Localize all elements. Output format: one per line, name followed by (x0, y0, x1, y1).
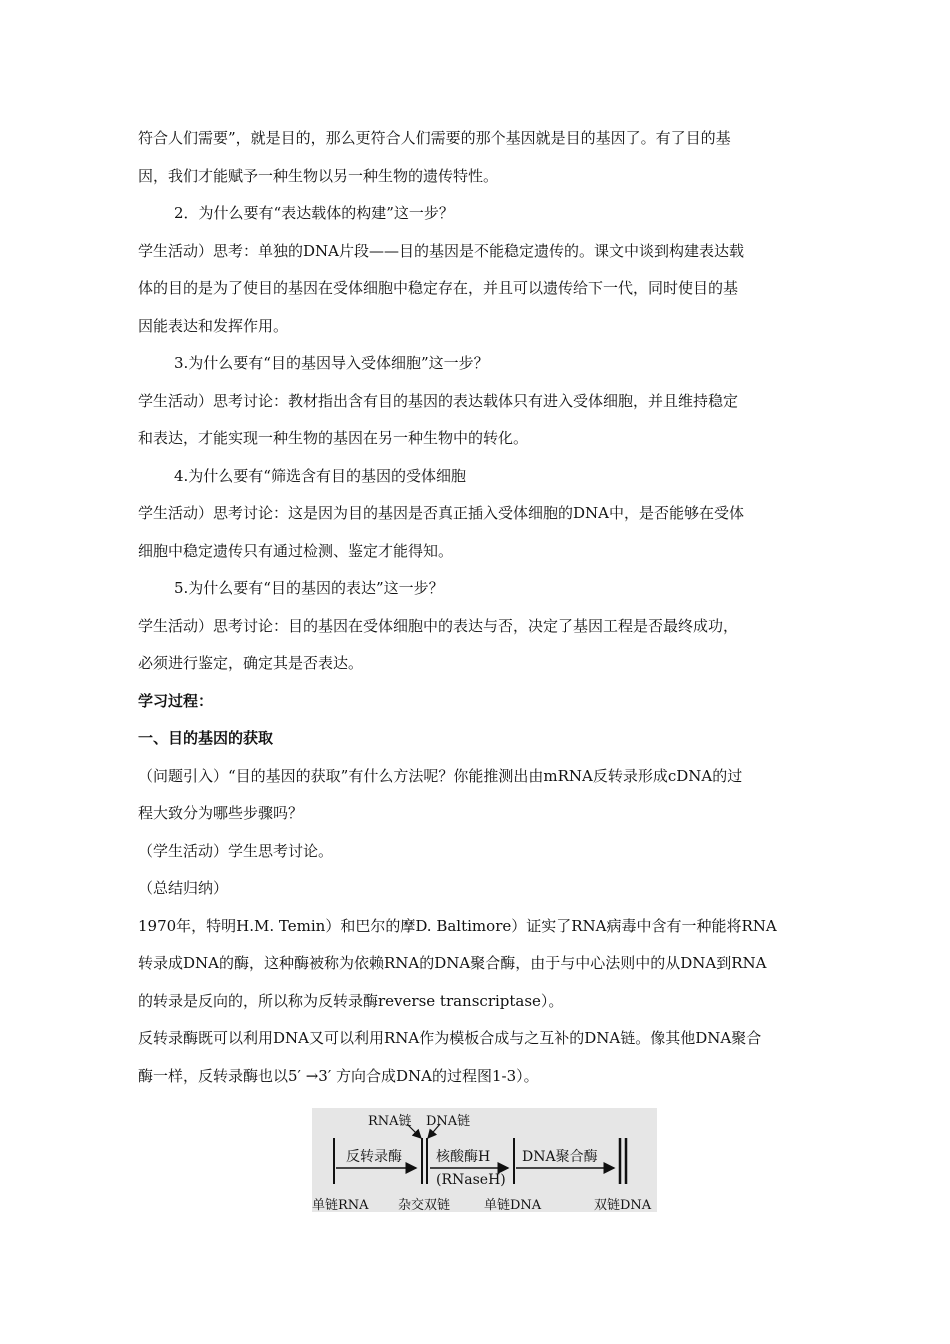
text-line: 体的目的是为了使目的基因在受体细胞中稳定存在，并且可以遗传给下一代，同时使目的基 (138, 279, 739, 297)
text-line: 程大致分为哪些步骤吗？ (138, 804, 304, 822)
text-line: 反转录酶既可以利用DNA又可以利用RNA作为模板合成与之互补的DNA链。像其他DNA聚合 (138, 1029, 762, 1047)
text-line: 学生活动）思考讨论：教材指出含有目的基因的表达载体只有进入受体细胞，并且维持稳定 (138, 391, 739, 410)
rna-strand-label: RNA链 (368, 1114, 412, 1129)
text-line: 符合人们需要”，就是目的，那么更符合人们需要的那个基因就是目的基因了。有了目的基 (138, 129, 731, 147)
text-line: （学生活动）学生思考讨论。 (138, 841, 334, 860)
label-single-dna: 单链DNA (484, 1198, 542, 1213)
text-line: 学生活动）思考：单独的DNA片段——目的基因是不能稳定遗传的。课文中谈到构建表达载 (138, 241, 744, 260)
text-line: 1970年，特明H.M. Temin）和巴尔的摩D. Baltimore）证实了RNA病毒中含有一种能将RNA (138, 916, 777, 935)
step-rnase-h-abbrev: (RNaseH) (436, 1172, 506, 1188)
label-double-dna: 双链DNA (594, 1198, 652, 1213)
text-line: 因能表达和发挥作用。 (138, 316, 289, 335)
text-line: 必须进行鉴定，确定其是否表达。 (138, 654, 364, 672)
text-line: 和表达，才能实现一种生物的基因在另一种生物中的转化。 (138, 429, 529, 447)
text-line: 酶一样，反转录酶也以5′ →3′ 方向合成DNA的过程图1-3）。 (138, 1066, 539, 1085)
text-line: 学生活动）思考讨论：目的基因在受体细胞中的表达与否，决定了基因工程是否最终成功， (138, 616, 739, 635)
step-rnase-h: 核酸酶H (436, 1149, 491, 1165)
text-line: （总结归纳） (138, 879, 229, 897)
step-reverse-transcriptase: 反转录酶 (346, 1149, 402, 1165)
text-line: 因，我们才能赋予一种生物以另一种生物的遗传特性。 (138, 166, 499, 185)
text-line: 2．为什么要有“表达载体的构建”这一步？ (174, 204, 454, 222)
section-heading: 学习过程： (138, 691, 214, 710)
text-line: 3.为什么要有“目的基因导入受体细胞”这一步？ (174, 354, 489, 372)
text-line: 4.为什么要有“筛选含有目的基因的受体细胞 (174, 466, 466, 485)
section-heading: 一、目的基因的获取 (138, 729, 274, 747)
text-line: 细胞中稳定遗传只有通过检测、鉴定才能得知。 (138, 541, 454, 560)
text-line: 的转录是反向的，所以称为反转录酶reverse transcriptase）。 (138, 991, 564, 1010)
text-line: 转录成DNA的酶，这种酶被称为依赖RNA的DNA聚合酶，由于与中心法则中的从DNA到RNA (138, 954, 767, 972)
reverse-transcription-figure (312, 1108, 657, 1212)
label-hybrid-duplex: 杂交双链 (398, 1198, 451, 1213)
step-dna-polymerase: DNA聚合酶 (522, 1149, 598, 1165)
text-line: 学生活动）思考讨论：这是因为目的基因是否真正插入受体细胞的DNA中，是否能够在受体 (138, 504, 744, 522)
text-line: 5.为什么要有“目的基因的表达”这一步？ (174, 579, 444, 597)
label-single-rna: 单链RNA (312, 1198, 369, 1213)
dna-strand-label: DNA链 (426, 1114, 471, 1129)
text-line: （问题引入）“目的基因的获取”有什么方法呢？你能推测出由mRNA反转录形成cDNA的过 (138, 766, 743, 785)
document-body (138, 120, 818, 1095)
